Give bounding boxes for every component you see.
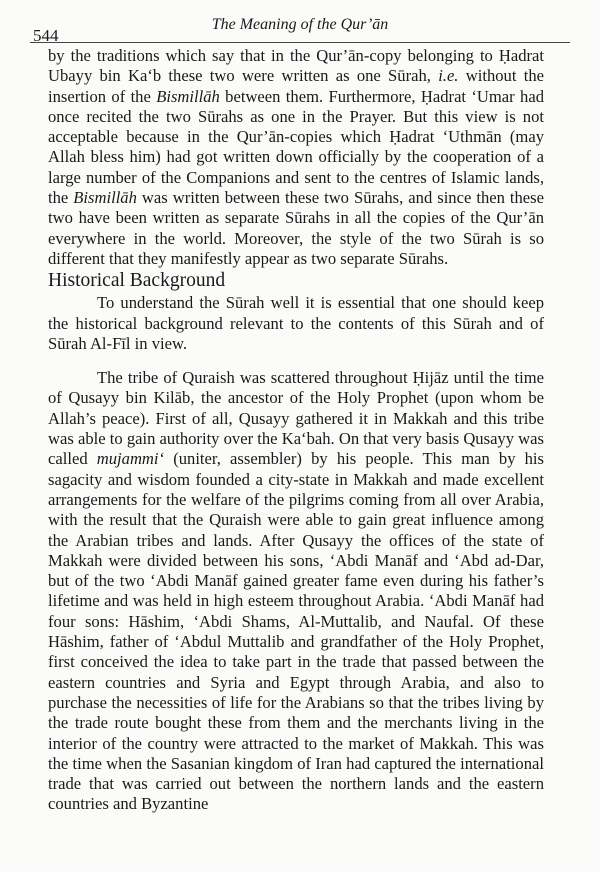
text-run: between them. Furthermore, Ḥadrat ‘Umar had once recited the two Sūrahs as one in the Prayer. But this view is not acceptable because in the Qur’ān-copies which Ḥadrat ‘Uthmān (may Allah bless him) had got written down officially by the cooperation of a large number of the Companions and sent to the centres of Islamic lands, the [48,86,544,208]
page-number: 544 [33,26,59,45]
italic-term: mujammi‘ [96,449,165,469]
paragraph [48,46,544,269]
italic-term: i.e. [438,66,459,86]
text-run: (uniter, assembler) by his people. This man by his sagacity and wisdom founded a city-state in Makkah and made excellent arrangements for the welfare of the pilgrims coming from all over Arabia, with the result that the Quraish were able to gain great influence among the Arabian tribes and lands. After Qusayy the offices of the state of Makkah were divided between his sons, ‘Abdi Manāf and ‘Abd ad-Dar, but of the two ‘Abdi Manāf gained greater fame even during his father’s lifetime and was held in high esteem throughout Arabia. ‘Abdi Manāf had four sons: Hāshim, ‘Abdi Shams, Al-Muttalib, and Naufal. Of these Hāshim, father of ‘Abdul Muttalib and grandfather of the Holy Prophet, first conceived the idea to take part in the trade that passed between the eastern countries and Syria and Egypt through Arabia, and also to purchase the necessities of life for the Arabians so that the tribes living by the trade route bought these from them and the merchants living in the interior of the country were attracted to the market of Makkah. This was the time when the Sasanian kingdom of Iran had captured the international trade that was carried out between the northern lands and the eastern countries and Byzantine [48,449,545,814]
italic-term: Bismillāh [156,86,220,106]
italic-term: Bismillāh [73,188,137,208]
text-run: without the insertion of the [48,66,544,106]
text-run: was written between these two Sūrahs, and since then these two have been written as separate Sūrahs in all the copies of the Qur’ān everywhere in the world. Moreover, the style of the two Sūrah is so different that they manifestly appear as two separate Sūrahs. [48,188,544,268]
paragraph [48,368,544,815]
running-title: The Meaning of the Qur’ān [211,16,389,33]
paragraph: To understand the Sūrah well it is essential that one should keep the historical background relevant to the contents of this Sūrah and of Sūrah Al-Fīl in view. [48,293,544,353]
text-run: The tribe of Quraish was scattered throughout Ḥijāz until the time of Qusayy bin Kilāb, the ancestor of the Holy Prophet (upon whom be Allah’s peace). First of all, Qusayy gathered it in Makkah and this tribe was able to gain authority over the Ka‘bah. On that very basis Qusayy was called [48,368,544,469]
section-heading: Historical Background [48,270,226,292]
header-rule [30,42,570,43]
text-run: by the traditions which say that in the Qur’ān-copy belonging to Ḥadrat Ubayy bin Ka‘b these two were written as one Sūrah, [48,46,544,86]
page-body [48,46,544,815]
